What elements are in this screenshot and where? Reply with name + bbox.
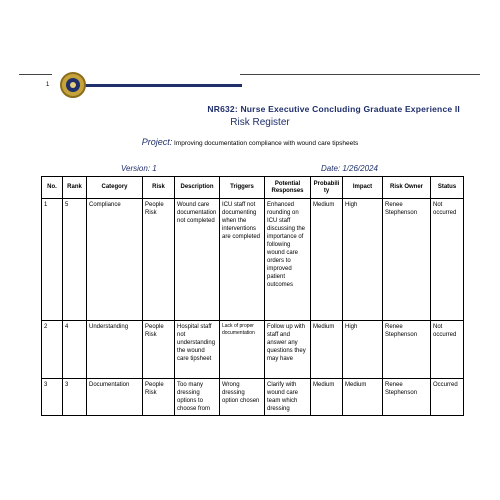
- cell-no: 1: [42, 199, 63, 321]
- cell-probability: Medium: [311, 199, 343, 321]
- document-subtitle: Risk Register: [230, 117, 290, 128]
- cell-responses: Enhanced rounding on ICU staff discussing the importance of following wound care orders to improved patient outcomes: [265, 199, 311, 321]
- cell-status: Occurred: [431, 379, 464, 416]
- project-label: Project:: [141, 137, 173, 147]
- cell-owner: Renee Stephenson: [383, 321, 431, 379]
- cell-category: Documentation: [87, 379, 143, 416]
- column-header-rank: Rank: [63, 177, 87, 199]
- university-seal-icon: [60, 72, 86, 98]
- column-header-triggers: Triggers: [220, 177, 265, 199]
- cell-status: Not occurred: [431, 321, 464, 379]
- cell-probability: Medium: [311, 321, 343, 379]
- column-header-category: Category: [87, 177, 143, 199]
- cell-description: Wound care documentation not completed: [175, 199, 220, 321]
- cell-category: Understanding: [87, 321, 143, 379]
- cell-description: Hospital staff not understanding the wound care tipsheet: [175, 321, 220, 379]
- cell-description: Too many dressing options to choose from: [175, 379, 220, 416]
- column-header-impact: Impact: [343, 177, 383, 199]
- cell-rank: 3: [63, 379, 87, 416]
- column-header-probability: Probabili ty: [311, 177, 343, 199]
- cell-no: 3: [42, 379, 63, 416]
- course-name: Nurse Executive Concluding Graduate Experience II: [240, 104, 460, 114]
- table-row: [42, 199, 464, 321]
- table-header-row: [42, 177, 464, 199]
- cell-impact: High: [343, 321, 383, 379]
- cell-risk: People Risk: [143, 321, 175, 379]
- column-header-risk: Risk: [143, 177, 175, 199]
- cell-status: Not occurred: [431, 199, 464, 321]
- cell-risk: People Risk: [143, 379, 175, 416]
- cell-triggers: ICU staff not documenting when the interventions are completed: [220, 199, 265, 321]
- cell-responses: Follow up with staff and answer any questions they may have: [265, 321, 311, 379]
- header-navy-bar: [74, 84, 242, 87]
- cell-responses: Clarify with wound care team which dressing: [265, 379, 311, 416]
- table-row: [42, 379, 464, 416]
- risk-register-table: [41, 176, 464, 416]
- date-label: Date: 1/26/2024: [321, 164, 378, 173]
- course-prefix: NR632:: [207, 104, 241, 114]
- project-line: [0, 137, 500, 147]
- cell-owner: Renee Stephenson: [383, 379, 431, 416]
- cell-probability: Medium: [311, 379, 343, 416]
- cell-owner: Renee Stephenson: [383, 199, 431, 321]
- column-header-description: Description: [175, 177, 220, 199]
- cell-impact: High: [343, 199, 383, 321]
- cell-rank: 4: [63, 321, 87, 379]
- course-title: [180, 104, 460, 114]
- cell-triggers: Lack of proper documentation: [220, 321, 265, 379]
- header-rule-right: [240, 74, 480, 75]
- cell-category: Compliance: [87, 199, 143, 321]
- cell-rank: 5: [63, 199, 87, 321]
- page-number: 1: [46, 82, 50, 88]
- column-header-no: No.: [42, 177, 63, 199]
- column-header-responses: Potential Responses: [265, 177, 311, 199]
- project-text: Improving documentation compliance with wound care tipsheets: [174, 140, 359, 147]
- column-header-status: Status: [431, 177, 464, 199]
- cell-no: 2: [42, 321, 63, 379]
- version-label: Version: 1: [121, 164, 157, 173]
- header-rule-left: [19, 74, 52, 75]
- table-row: [42, 321, 464, 379]
- column-header-owner: Risk Owner: [383, 177, 431, 199]
- cell-impact: Medium: [343, 379, 383, 416]
- cell-risk: People Risk: [143, 199, 175, 321]
- cell-triggers: Wrong dressing option chosen: [220, 379, 265, 416]
